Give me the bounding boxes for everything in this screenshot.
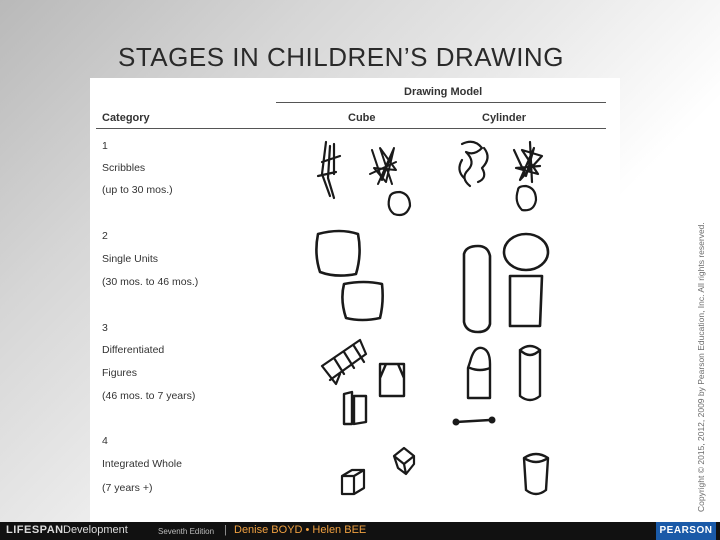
single-unit-cylinder-rect — [510, 276, 542, 326]
differentiated-cylinder-dumbbell — [453, 417, 496, 426]
row-4-number: 4 — [102, 435, 108, 447]
blob-cylinder-drawing — [517, 186, 536, 210]
row-2-age: (30 mos. to 46 mos.) — [102, 276, 199, 288]
cylinder-column-header: Cylinder — [482, 112, 527, 124]
single-unit-cylinder-tall — [464, 246, 490, 332]
row-3-number: 3 — [102, 322, 108, 334]
row-2-number: 2 — [102, 230, 108, 242]
slide-title: STAGES IN CHILDREN’S DRAWING — [118, 42, 564, 72]
scribble-cylinder-dense-drawing — [514, 142, 542, 182]
integrated-cube-small — [342, 470, 364, 494]
footer-bar — [0, 522, 720, 540]
row-3-age: (46 mos. to 7 years) — [102, 390, 196, 402]
single-unit-cube-square-2 — [342, 282, 382, 320]
row-2-category: Single Units — [102, 253, 159, 265]
row-4-category: Integrated Whole — [102, 458, 182, 470]
row-1-number: 1 — [102, 140, 108, 152]
scribble-cube-drawing — [318, 142, 340, 198]
authors-label: Denise BOYD • Helen BEE — [234, 524, 367, 536]
differentiated-cube-lower — [344, 392, 366, 424]
book-title-rest: Development — [63, 524, 128, 536]
children-drawings — [90, 78, 620, 522]
integrated-cube-tilted — [394, 448, 414, 474]
row-3-extra: Figures — [102, 367, 138, 379]
row-1-age: (up to 30 mos.) — [102, 184, 173, 196]
row-1-category: Scribbles — [102, 162, 146, 174]
footer-separator: | — [224, 524, 227, 536]
integrated-cylinder — [524, 454, 548, 494]
differentiated-cube-box — [380, 364, 404, 396]
drawing-stages-table — [90, 78, 620, 522]
category-column-header: Category — [102, 112, 150, 124]
pearson-logo: PEARSON — [656, 522, 716, 540]
blob-cube-drawing — [389, 192, 410, 215]
drawing-model-header: Drawing Model — [404, 86, 483, 98]
book-title-bold: LIFESPAN — [6, 524, 64, 536]
differentiated-cube-grid — [322, 340, 366, 384]
differentiated-cylinder-tall — [520, 346, 540, 400]
differentiated-cylinder-thimble — [468, 348, 490, 398]
copyright-notice: Copyright © 2015, 2012, 2009 by Pearson Education, Inc. All rights reserved. — [696, 222, 706, 512]
scribble-cube-dense-drawing — [370, 148, 396, 184]
edition-label: Seventh Edition — [158, 527, 215, 536]
single-unit-cylinder-oval — [504, 234, 548, 270]
row-3-category: Differentiated — [102, 344, 165, 356]
scribble-cylinder-drawing — [459, 142, 487, 186]
single-unit-cube-square — [316, 231, 359, 276]
cube-column-header: Cube — [348, 112, 376, 124]
row-4-age: (7 years +) — [102, 482, 153, 494]
